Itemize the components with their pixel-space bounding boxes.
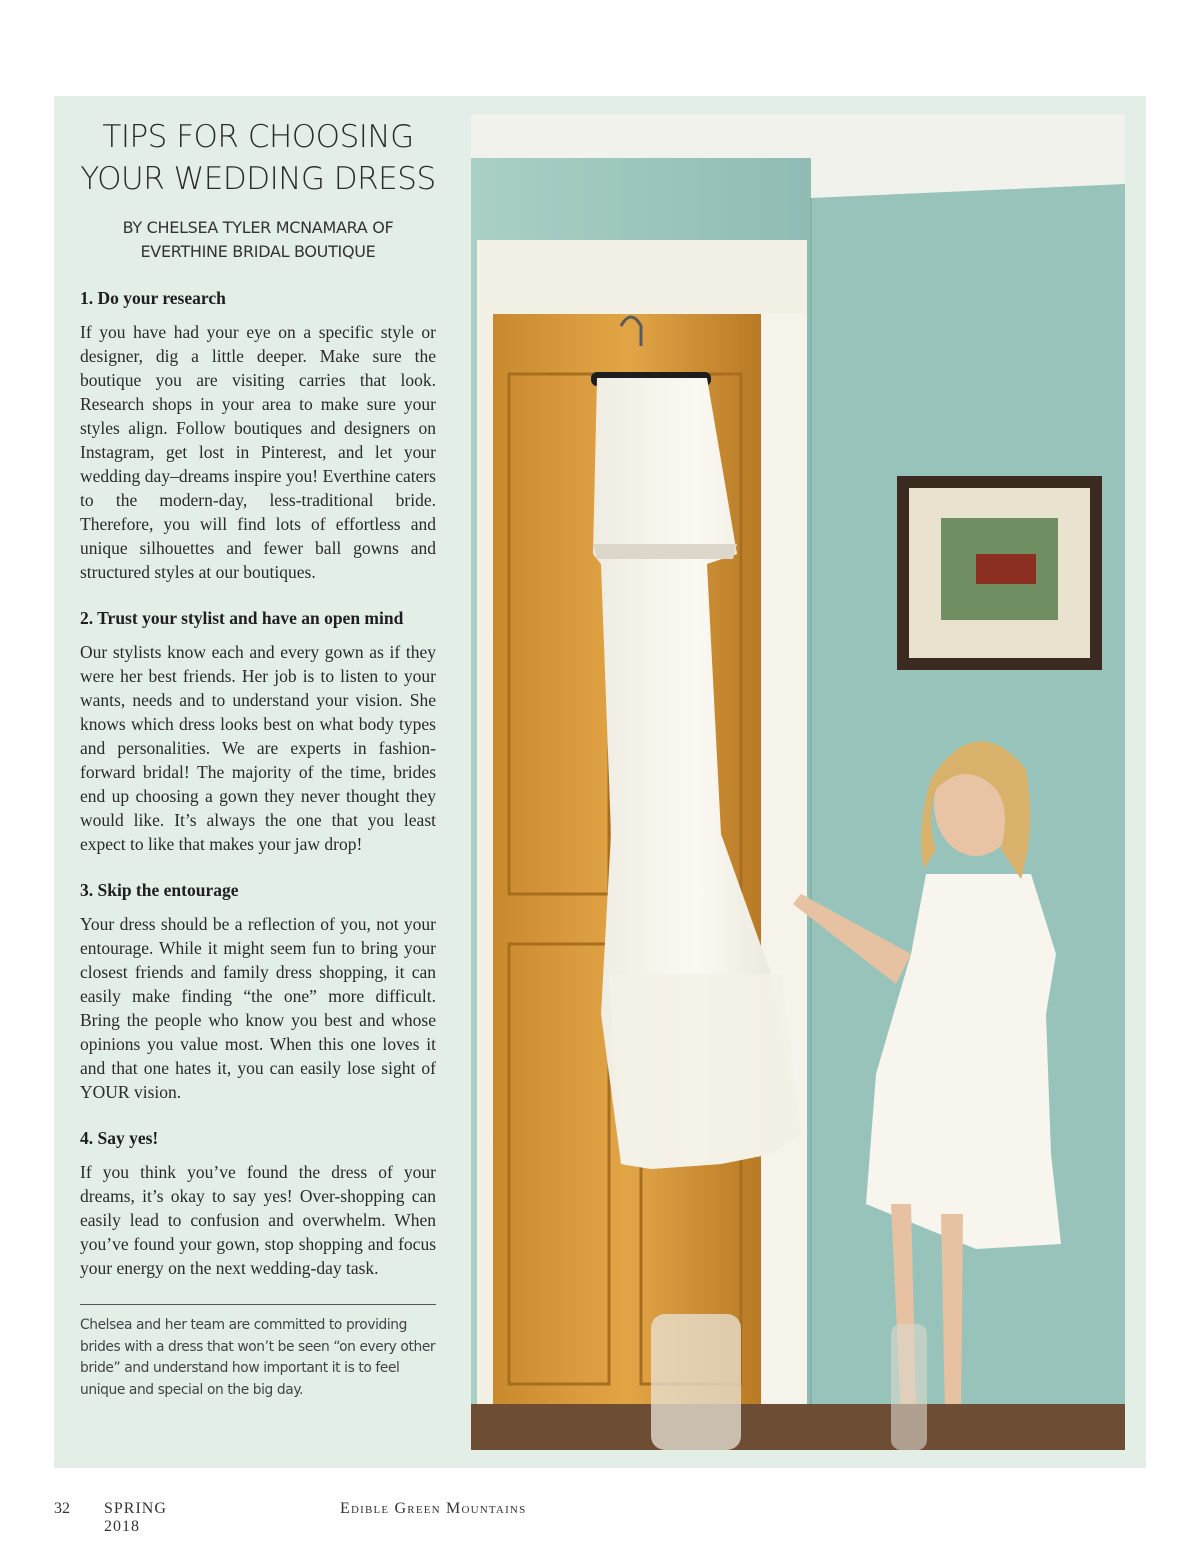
title-line-2: YOUR WEDDING DRESS [80, 161, 436, 197]
note-divider [80, 1304, 436, 1305]
blurred-bottle [891, 1324, 927, 1450]
page-number: 32 [54, 1500, 70, 1517]
article-text-column [80, 116, 436, 1415]
section-research [80, 286, 436, 584]
floor [471, 1404, 1125, 1450]
title-line-1: TIPS FOR CHOOSING [102, 119, 414, 155]
blurred-bottle [651, 1314, 741, 1450]
article-byline [80, 216, 436, 264]
section-say-yes [80, 1126, 436, 1280]
section-body: If you think you’ve found the dress of your dreams, it’s okay to say yes! Over-shopping can easily lead to confusion and overwhelm. When you’ve found your gown, stop shopping and focus your energy on the next wedding-day task. [80, 1162, 436, 1278]
byline-line-1: BY CHELSEA TYLER MCNAMARA OF [122, 218, 394, 237]
section-trust-stylist [80, 606, 436, 856]
issue-season: SPRING 2018 [104, 1500, 167, 1535]
wedding-dress-photo [471, 114, 1125, 1450]
author-note: Chelsea and her team are committed to providing brides with a dress that won’t be seen “on every other bride” and understand how important it is to feel unique and special on the big day. [80, 1317, 436, 1398]
section-body: Your dress should be a reflection of you, not your entourage. While it might seem fun to bring your closest friends and family dress shopping, it can easily make finding “the one” more difficult. Bring the people who know you best and whose opinions you value most. When this one loves it and that one hates it, you can easily lose sight of YOUR vision. [80, 914, 436, 1102]
section-heading: 2. Trust your stylist and have an open mind [80, 608, 404, 628]
section-heading: 1. Do your research [80, 288, 226, 308]
photo-illustration [471, 114, 1125, 1450]
article-title [80, 116, 436, 200]
section-heading: 4. Say yes! [80, 1128, 159, 1148]
byline-line-2: EVERTHINE BRIDAL BOUTIQUE [140, 242, 376, 261]
section-skip-entourage [80, 878, 436, 1104]
section-body: Our stylists know each and every gown as if they were her best friends. Her job is to listen to your wants, needs and to understand your vision. She knows which dress looks best on what body types and personalities. We are experts in fashion-forward bridal! The majority of the time, brides end up choosing a gown they never thought they would like. It’s always the one that you least expect to like that makes your jaw drop! [80, 642, 436, 854]
section-body: If you have had your eye on a specific style or designer, dig a little deeper. Make sure the boutique you are visiting carries that look. Research shops in your area to make sure your styles align. Follow boutiques and designers on Instagram, get lost in Pinterest, and let your wedding day–dreams inspire you! Everthine caters to the modern-day, less-traditional bride. Therefore, you will find lots of effortless and unique silhouettes and fewer ball gowns and structured styles at our boutiques. [80, 322, 436, 582]
publication-name: Edible Green Mountains [340, 1500, 527, 1517]
section-heading: 3. Skip the entourage [80, 880, 239, 900]
